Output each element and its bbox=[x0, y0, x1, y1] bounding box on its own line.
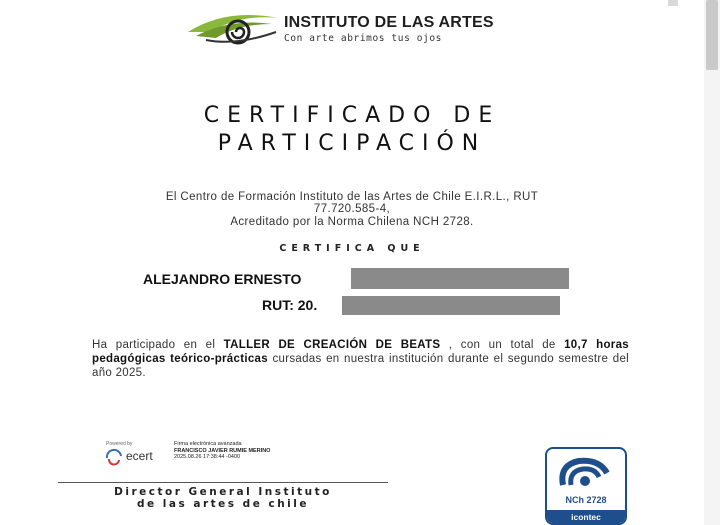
electronic-signature bbox=[104, 441, 304, 471]
recipient-rut: RUT: 20. bbox=[262, 297, 318, 313]
institution-line1: El Centro de Formación Instituto de las Artes de Chile E.I.R.L., RUT bbox=[165, 191, 539, 203]
signature-line bbox=[58, 482, 388, 483]
logo-title: INSTITUTO DE LAS ARTES bbox=[284, 14, 494, 31]
course-name: TALLER DE CREACIÓN DE BEATS bbox=[223, 339, 441, 351]
institution-line3: Acreditado por la Norma Chilena NCH 2728. bbox=[230, 216, 474, 228]
course-hours: 10,7 horas pedagógicas teórico-prácticas bbox=[92, 339, 629, 365]
certifica-que: CERTIFICA QUE bbox=[279, 243, 425, 254]
badge-brand: icontec bbox=[571, 512, 601, 522]
signer-name: FRANCISCO JAVIER RUMIE MERINO bbox=[174, 447, 271, 454]
icontec-certification-badge bbox=[545, 447, 627, 525]
eye-logo-icon bbox=[186, 10, 281, 46]
powered-by-label: Powered by bbox=[106, 441, 133, 447]
top-marker bbox=[668, 0, 678, 6]
paragraph-text-1: Ha participado en el bbox=[92, 339, 224, 351]
logo-tagline: Con arte abrimos tus ojos bbox=[284, 33, 442, 44]
certificate-title-line1: CERTIFICADO DE bbox=[203, 103, 501, 128]
institution-line2: 77.720.585-4, bbox=[313, 203, 391, 215]
recipient-name: ALEJANDRO ERNESTO bbox=[143, 271, 302, 287]
signature-timestamp: 2025.08.26 17:38:44 -0400 bbox=[174, 454, 241, 460]
vertical-scrollbar[interactable] bbox=[704, 0, 720, 525]
ecert-wordmark: ecert bbox=[126, 449, 153, 463]
signature-details bbox=[174, 441, 289, 461]
institute-logo bbox=[186, 10, 494, 46]
director-title-line2: de las artes de chile bbox=[136, 498, 309, 510]
scrollbar-thumb[interactable] bbox=[706, 0, 718, 70]
rut-redaction bbox=[342, 296, 560, 315]
name-redaction bbox=[351, 268, 569, 289]
paragraph-text-2: , con un total de bbox=[440, 339, 565, 351]
certificate-title-line2: PARTICIPACIÓN bbox=[217, 131, 487, 156]
icontec-seal-icon bbox=[555, 455, 615, 495]
director-title-line1: Director General Instituto bbox=[114, 486, 332, 498]
paragraph-text-3: cursadas en nuestra institución durante el segundo semestre del año 2025. bbox=[92, 353, 629, 379]
badge-norm: NCh 2728 bbox=[565, 495, 607, 505]
signature-label: Firma electrónica avanzada bbox=[174, 441, 242, 447]
participation-paragraph bbox=[92, 338, 629, 380]
